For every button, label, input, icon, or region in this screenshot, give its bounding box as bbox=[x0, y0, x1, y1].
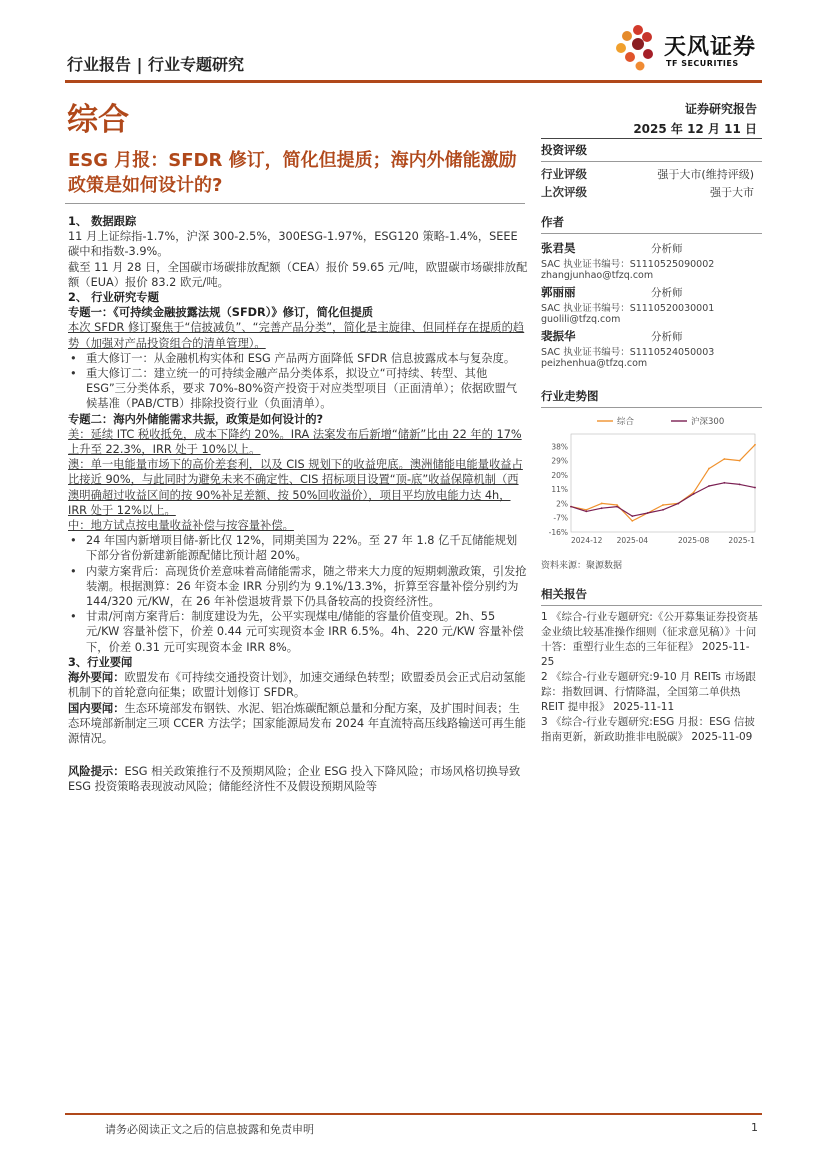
last-rating-value: 强于大市 bbox=[710, 186, 754, 199]
data-point bbox=[585, 510, 587, 512]
data-point bbox=[662, 504, 664, 506]
authors-block bbox=[541, 214, 762, 369]
data-point bbox=[631, 520, 633, 522]
x-tick-label: 2025-08 bbox=[677, 536, 710, 545]
author-role: 分析师 bbox=[651, 287, 683, 299]
sector-title: 综合 bbox=[67, 102, 129, 138]
section-title: 3、行业要闻 bbox=[68, 655, 133, 669]
section-title: 2、 行业研究专题 bbox=[68, 291, 159, 305]
data-point bbox=[754, 487, 756, 489]
data-point bbox=[601, 503, 603, 505]
related-block bbox=[541, 586, 762, 745]
author-email[interactable]: zhangjunhao@tfzq.com bbox=[541, 270, 654, 281]
author-cert: SAC 执业证书编号：S1110525090002 bbox=[541, 259, 715, 270]
data-point bbox=[723, 482, 725, 484]
y-tick-label: 2% bbox=[556, 499, 568, 509]
trend-heading: 行业走势图 bbox=[541, 389, 599, 403]
news-label: 国内要闻： bbox=[68, 701, 125, 715]
y-tick-label: -16% bbox=[548, 528, 568, 537]
related-divider bbox=[541, 605, 762, 606]
data-point bbox=[631, 515, 633, 517]
risk-label: 风险提示： bbox=[68, 765, 125, 779]
data-point bbox=[693, 493, 695, 495]
brand-logo-icon bbox=[610, 22, 662, 74]
series-line bbox=[571, 483, 755, 516]
news-paragraph bbox=[68, 670, 528, 700]
bullet-item: • 甘肃/河南方案背后：制度建设为先，公平实现煤电/储能的容量价值变现。2h、55 元/KW 容量补偿下，价差 0.44 元可实现资本金 IRR 6.5%。4h、220 元/KW 容量补偿下，价差 0.31 元可实现资本金 IRR 8%。 bbox=[68, 609, 528, 655]
paragraph: 11 月上证综指-1.7%，沪深 300-2.5%，300ESG-1.97%，ESG120 策略-1.4%，SEEE 碳中和指数-3.9%。 bbox=[68, 230, 518, 259]
header-divider bbox=[65, 80, 762, 83]
author-name: 郭丽丽 bbox=[541, 285, 576, 299]
paragraph: 本次 SFDR 修订聚焦于“信披减负”、“完善产品分类”，简化是主旋律、但同样存在提质的趋势（加强对产品投资组合的清单管理）。 bbox=[68, 321, 525, 350]
brand-name-en: TF SECURITIES bbox=[666, 59, 739, 68]
legend-label: 综合 bbox=[617, 417, 635, 427]
bullet-item: • 24 年国内新增项目储-新比仅 12%，同期美国为 22%。至 27 年 1.8 亿千瓦储能规划下部分省份新建新能源配储比预计超 20%。 bbox=[68, 533, 528, 563]
news-text: 生态环境部发布钢铁、水泥、铝冶炼碳配额总量和分配方案，及扩围时间表；生态环境部新制定三项 CCER 方法学；国家能源局发布 2024 年直流特高压线路输送可再生能源情况。 bbox=[68, 701, 526, 745]
title-divider bbox=[65, 203, 525, 204]
y-tick-label: 29% bbox=[551, 456, 568, 466]
rating-divider bbox=[541, 161, 762, 162]
author-name: 裴振华 bbox=[541, 329, 576, 343]
author-email[interactable]: guolili@tfzq.com bbox=[541, 314, 621, 325]
industry-rating-label: 行业评级 bbox=[541, 167, 587, 181]
data-point bbox=[739, 460, 741, 462]
related-report-item[interactable]: 1 《综合-行业专题研究:《公开募集证券投资基金业绩比较基准操作细则（征求意见稿）》十问十答：重塑行业生态的三年征程》 2025-11-25 bbox=[541, 611, 758, 668]
data-point bbox=[754, 444, 756, 446]
author-cert: SAC 执业证书编号：S1110524050003 bbox=[541, 347, 715, 358]
data-point bbox=[662, 509, 664, 511]
author-name: 张君昊 bbox=[541, 241, 576, 255]
data-point bbox=[677, 503, 679, 505]
trend-chart bbox=[541, 408, 762, 550]
main-body bbox=[68, 214, 528, 795]
author-email[interactable]: peizhenhua@tfzq.com bbox=[541, 358, 648, 369]
sidebar-divider bbox=[541, 138, 762, 139]
risk-text: ESG 相关政策推行不及预期风险；企业 ESG 投入下降风险；市场风格切换导致 ESG 投资策略表现波动风险；储能经济性不及假设预期风险等 bbox=[68, 765, 521, 794]
y-tick-label: 11% bbox=[551, 485, 568, 495]
page-number: 1 bbox=[751, 1121, 758, 1134]
author-card bbox=[541, 284, 762, 325]
author-cert: SAC 执业证书编号：S1110520030001 bbox=[541, 303, 715, 314]
y-tick-label: -7% bbox=[553, 513, 568, 523]
doc-type: 证券研究报告 bbox=[684, 102, 757, 116]
data-point bbox=[647, 512, 649, 514]
x-tick-label: 2025-04 bbox=[616, 536, 649, 545]
report-type: 行业报告 | 行业专题研究 bbox=[67, 55, 244, 74]
data-point bbox=[570, 506, 572, 508]
author-card bbox=[541, 240, 762, 281]
data-point bbox=[739, 484, 741, 486]
authors-divider bbox=[541, 233, 762, 234]
report-date: 2025 年 12 月 11 日 bbox=[633, 122, 757, 136]
author-card bbox=[541, 328, 762, 369]
industry-rating-row bbox=[541, 166, 762, 184]
paragraph: 截至 11 月 28 日，全国碳市场碳排放配额（CEA）报价 59.65 元/吨，欧盟碳市场碳排放配额（EUA）报价 83.2 欧元/吨。 bbox=[68, 260, 528, 289]
industry-rating-value: 强于大市(维持评级) bbox=[657, 168, 754, 181]
news-paragraph bbox=[68, 701, 528, 747]
report-title: ESG 月报：SFDR 修订，简化但提质；海内外储能激励政策是如何设计的? bbox=[68, 150, 517, 196]
author-role: 分析师 bbox=[651, 243, 683, 255]
data-point bbox=[616, 506, 618, 508]
news-label: 海外要闻： bbox=[68, 671, 125, 685]
y-tick-label: 20% bbox=[551, 470, 568, 480]
related-report-item[interactable]: 2 《综合-行业专题研究:9-10 月 REITs 市场跟踪：指数回调、行情降温，全国第二单供热 REIT 提申报》 2025-11-11 bbox=[541, 671, 756, 713]
bullet-item: • 内蒙方案背后：高现货价差意味着高储能需求，随之带来大力度的短期刺激政策，引发抢装潮。根据测算：26 年资本金 IRR 分别约为 9.1%/13.3%，折算至容量补偿分别约为 144/320 元/KW，在 26 年补偿退坡背景下仍具备较高的投资经济性。 bbox=[68, 564, 528, 610]
data-point bbox=[601, 507, 603, 509]
chart-source: 资料来源：聚源数据 bbox=[541, 561, 623, 571]
topic-title: 专题一：《可持续金融披露法规（SFDR）》修订，简化但提质 bbox=[68, 306, 374, 320]
x-tick-label: 2025-1 bbox=[728, 536, 755, 545]
data-point bbox=[616, 504, 618, 506]
legend-label: 沪深300 bbox=[691, 417, 725, 427]
footer-divider bbox=[65, 1113, 762, 1115]
trend-block bbox=[541, 388, 762, 408]
topic-title: 专题二：海内外储能需求共振，政策是如何设计的? bbox=[68, 412, 324, 426]
y-tick-label: 38% bbox=[551, 442, 568, 452]
related-heading: 相关报告 bbox=[541, 587, 587, 601]
data-point bbox=[708, 485, 710, 487]
section-title: 1、 数据跟踪 bbox=[68, 215, 137, 228]
related-report-item[interactable]: 3 《综合-行业专题研究:ESG 月报：ESG 信披指南更新，新政助推非电脱碳》 2025-11-09 bbox=[541, 716, 755, 743]
disclaimer-notice: 请务必阅读正文之后的信息披露和免责申明 bbox=[105, 1123, 314, 1136]
x-tick-label: 2024-12 bbox=[571, 536, 603, 545]
last-rating-label: 上次评级 bbox=[541, 185, 587, 199]
authors-heading: 作者 bbox=[541, 215, 564, 229]
paragraph: 美：延续 ITC 税收抵免，成本下降约 20%。IRA 法案发布后新增“储新”比由 22 年的 17%上升至 22.3%，IRR 处于 10%以上。 bbox=[68, 427, 522, 457]
bullet-item: • 重大修订一：从金融机构实体和 ESG 产品两方面降低 SFDR 信息披露成本与复杂度。 bbox=[68, 351, 528, 366]
rating-heading: 投资评级 bbox=[541, 143, 587, 157]
data-point bbox=[723, 458, 725, 460]
news-text: 欧盟发布《可持续交通投资计划》，加速交通绿色转型；欧盟委员会正式启动氢能机制下的首轮意向征集；欧盟计划修订 SFDR。 bbox=[68, 671, 526, 700]
last-rating-row bbox=[541, 184, 762, 202]
brand-name: 天风证券 bbox=[664, 35, 757, 60]
data-point bbox=[585, 509, 587, 511]
author-role: 分析师 bbox=[651, 331, 683, 343]
data-point bbox=[708, 468, 710, 470]
risk-paragraph bbox=[68, 764, 528, 794]
rating-block bbox=[541, 142, 762, 202]
paragraph: 中：地方试点按电量收益补偿与按容量补偿。 bbox=[68, 519, 294, 533]
bullet-item: • 重大修订二：建立统一的可持续金融产品分类体系，拟设立“可持续、转型、其他 ESG”三分类体系，要求 70%-80%资产投资于对应类型项目（正面清单）；依据欧盟气候基准（PAB/CTB）排除投资行业（负面清单）。 bbox=[68, 366, 528, 412]
paragraph: 澳：单一电能量市场下的高价差套利，以及 CIS 规划下的收益兜底。澳洲储能电能量收益占比接近 90%，与此同时为避免未来不确定性、CIS 招标项目设置“顶-底”收益保障机制（西澳明确超过收益区间的按 90%补足差额、按 50%回收溢价），项目平均放电能力达 4h，IRR 处于 12%以上。 bbox=[68, 458, 523, 517]
